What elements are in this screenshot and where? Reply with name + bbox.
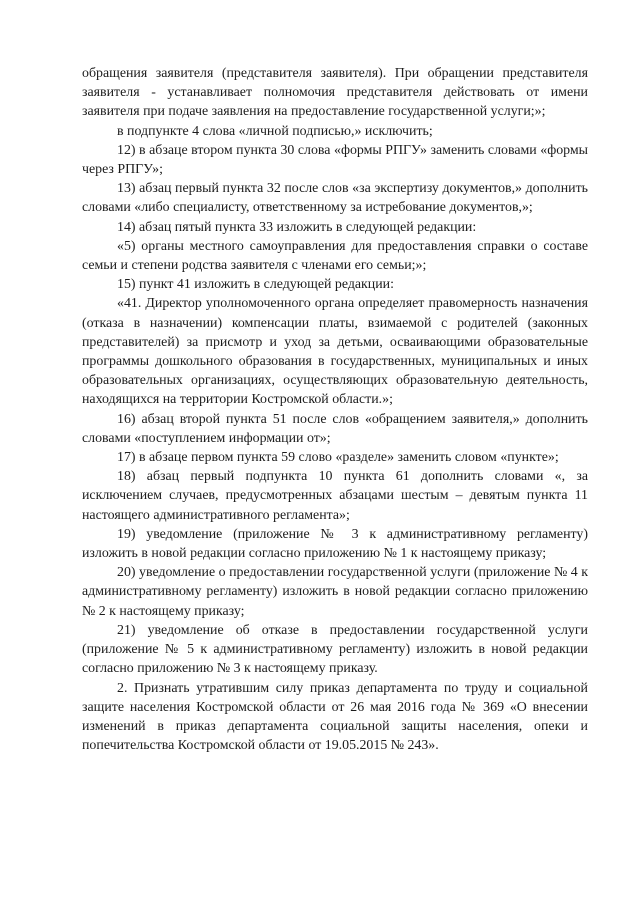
paragraph-item-14: 14) абзац пятый пункта 33 изложить в следующей редакции: (117, 219, 477, 235)
paragraph-point-2: 2. Признать утратившим силу приказ департамента по труду и социальной защите населения Костромской области от 26 мая 2016 года № 369 «О внесении изменений в приказ департамента социальной защиты населения, опеки и попечительства Костромской области от 19.05.2015 № 243». (82, 680, 588, 754)
paragraph-item-18: 18) абзац первый подпункта 10 пункта 61 дополнить словами «, за исключением случаев, предусмотренных абзацами шестым – девятым пункта 11 настоящего административного регламента»; (82, 469, 588, 523)
paragraph-item-12: 12) в абзаце втором пункта 30 слова «формы РПГУ» заменить словами «формы через РПГУ»; (82, 142, 588, 178)
paragraph-item-19: 19) уведомление (приложение № 3 к административному регламенту) изложить в новой редакции согласно приложению № 1 к настоящему приказу; (82, 526, 588, 562)
paragraph-item-20: 20) уведомление о предоставлении государственной услуги (приложение № 4 к административному регламенту) изложить в новой редакции согласно приложению № 2 к настоящему приказу; (82, 565, 588, 619)
paragraph-item-13: 13) абзац первый пункта 32 после слов «за экспертизу документов,» дополнить словами «либо специалисту, ответственному за истребование документов,»; (82, 181, 588, 216)
document-page (82, 64, 588, 755)
paragraph-item-15-text: «41. Директор уполномоченного органа определяет правомерность назначения (отказа в назначении) компенсации платы, взимаемой с родителей (законных представителей) за присмотр и уход за детьми, осваивающими образовательные программы дошкольного образования в государственных, муниципальных и иных образовательных организациях, осуществляющих образовательную деятельность, находящихся на территории Костромской области.»; (82, 296, 588, 408)
paragraph-item-17: 17) в абзаце первом пункта 59 слово «разделе» заменить словом «пункте»; (117, 450, 559, 466)
paragraph-item-14-text: «5) органы местного самоуправления для предоставления справки о составе семьи и степени родства заявителя с членами его семьи;»; (82, 238, 588, 274)
paragraph-subitem-4: в подпункте 4 слова «личной подписью,» исключить; (117, 123, 433, 139)
paragraph-item-16: 16) абзац второй пункта 51 после слов «обращением заявителя,» дополнить словами «поступлением информации от»; (82, 411, 588, 446)
paragraph-item-21: 21) уведомление об отказе в предоставлении государственной услуги (приложение № 5 к административному регламенту) изложить в новой редакции согласно приложению № 3 к настоящему приказу. (82, 622, 588, 677)
paragraph-continuation: обращения заявителя (представителя заявителя). При обращении представителя заявителя - устанавливает полномочия представителя действовать от имени заявителя при подаче заявления на предоставление государственной услуги;»; (82, 66, 588, 120)
paragraph-item-15: 15) пункт 41 изложить в следующей редакции: (117, 277, 394, 293)
